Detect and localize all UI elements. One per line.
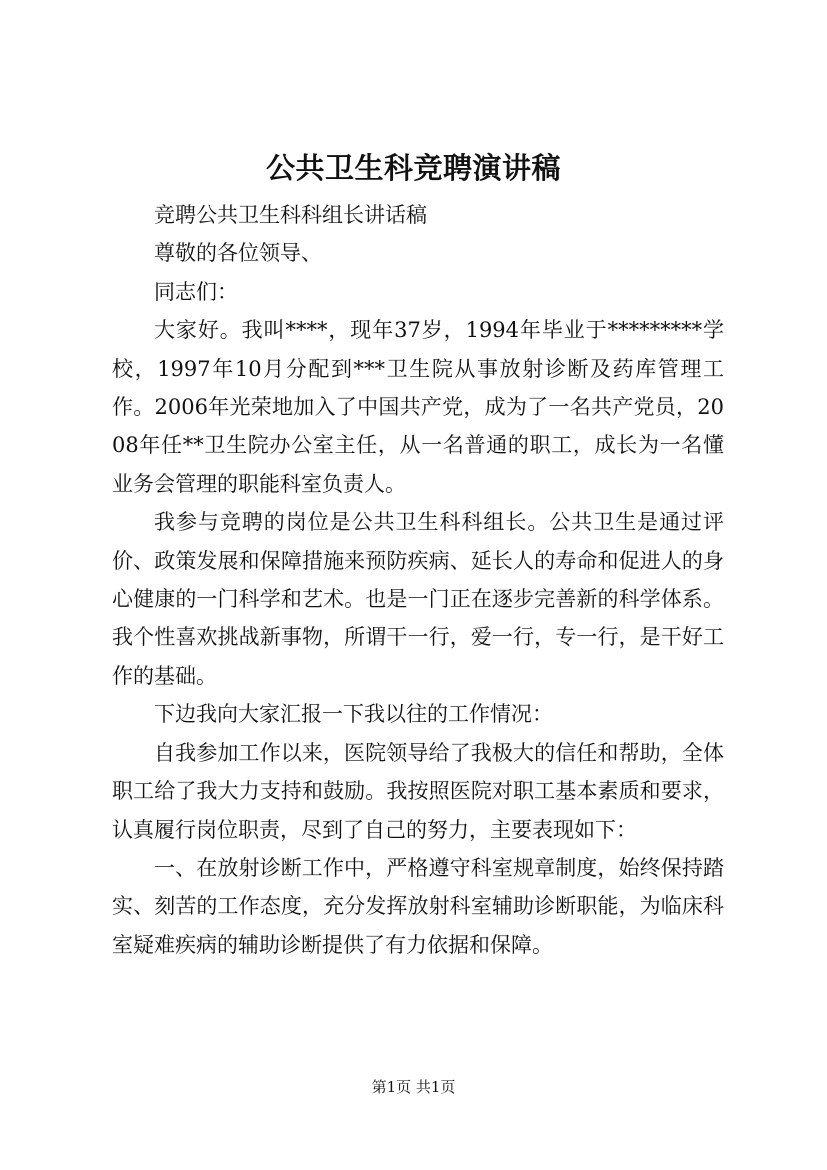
paragraph-subtitle: 竞聘公共卫生科科组长讲话稿: [154, 203, 427, 227]
document-body: [112, 196, 724, 964]
document-title: 公共卫生科竞聘演讲稿: [265, 151, 561, 185]
page-footer: 第1页 共1页: [371, 1078, 456, 1096]
paragraph-work-summary: 自我参加工作以来，医院领导给了我极大的信任和帮助，全体职工给了我大力支持和鼓励。我按照医院对职工基本素质和要求，认真履行岗位职责，尽到了自己的努力，主要表现如下：: [112, 740, 724, 842]
paragraph-position: 我参与竞聘的岗位是公共卫生科科组长。公共卫生是通过评价、政策发展和保障措施来预防疾病、延长人的寿命和促进人的身心健康的一门科学和艺术。也是一门正在逐步完善新的科学体系。我个性喜欢挑战新事物，所谓干一行，爱一行，专一行，是干好工作的基础。: [112, 510, 724, 688]
paragraph-introduction: 大家好。我叫****，现年37岁，1994年毕业于*********学校，1997年10月分配到***卫生院从事放射诊断及药库管理工作。2006年光荣地加入了中国共产党，成为了一名共产党员，2008年任**卫生院办公室主任，从一名普通的职工，成长为一名懂业务会管理的职能科室负责人。: [112, 318, 724, 496]
paragraph-salutation: 尊敬的各位领导、: [154, 241, 322, 266]
paragraph-report-intro: 下边我向大家汇报一下我以往的工作情况：: [154, 702, 553, 727]
paragraph-salutation-2: 同志们：: [154, 279, 238, 304]
paragraph-item-one: 一、在放射诊断工作中，严格遵守科室规章制度，始终保持踏实、刻苦的工作态度，充分发挥放射科室辅助诊断职能，为临床科室疑难疾病的辅助诊断提供了有力依据和保障。: [112, 855, 724, 957]
